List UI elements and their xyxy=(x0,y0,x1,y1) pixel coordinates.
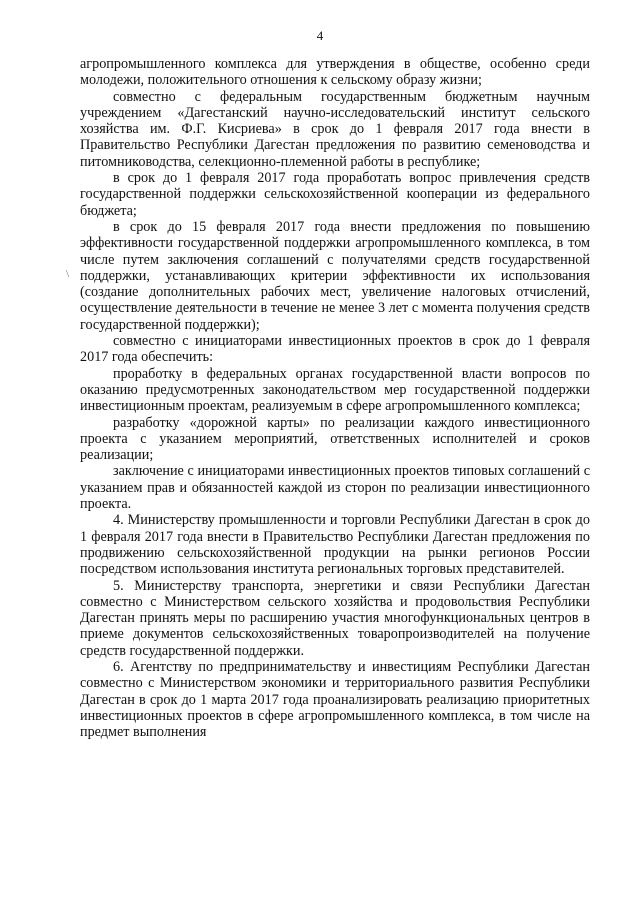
page-number: 4 xyxy=(316,28,324,43)
paragraph-9: 4. Министерству промышленности и торговли Республики Дагестан в срок до 1 февраля 2017 года внести в Правительство Республики Дагестан предложения по продвижению сельскохозяйственной продукции на рынки регионов России посредством использования института региональных торговых представителей. xyxy=(80,512,590,578)
paragraph-5: совместно с инициаторами инвестиционных проектов в срок до 1 февраля 2017 года обеспечить: xyxy=(80,333,590,366)
paragraph-7: разработку «дорожной карты» по реализации каждого инвестиционного проекта с указанием мероприятий, ответственных исполнителей и сроков реализации; xyxy=(80,414,590,464)
document-body xyxy=(80,56,590,740)
scan-mark: \ xyxy=(66,268,70,280)
paragraph-3: в срок до 1 февраля 2017 года проработать вопрос привлечения средств государственной поддержки сельскохозяйственной кооперации из федерального бюджета; xyxy=(80,170,590,219)
paragraph-11: 6. Агентству по предпринимательству и инвестициям Республики Дагестан совместно с Министерством экономики и территориального развития Республики Дагестан в срок до 1 марта 2017 года проанализировать реализацию приоритетных инвестиционных проектов в сфере агропромышленного комплекса, в том числе на предмет выполнения xyxy=(80,658,590,741)
paragraph-10: 5. Министерству транспорта, энергетики и связи Республики Дагестан совместно с Министерством сельского хозяйства и продовольствия Республики Дагестан принять меры по расширению участия многофункциональных центров в приеме документов сельскохозяйственных товаропроизводителей на получение средств государственной поддержки. xyxy=(80,577,590,659)
paragraph-4: в срок до 15 февраля 2017 года внести предложения по повышению эффективности государственной поддержки агропромышленного комплекса, в том числе путем заключения соглашений с получателями средств государственной поддержки, устанавливающих критерии эффективности их использования (создание дополнительных рабочих мест, увеличение налоговых отчислений, осуществление деятельности в течение не менее 3 лет с момента получения средств государственной поддержки); xyxy=(80,218,590,333)
paragraph-1: агропромышленного комплекса для утверждения в обществе, особенно среди молодежи, положительного отношения к сельскому образу жизни; xyxy=(80,56,590,89)
paragraph-8: заключение с инициаторами инвестиционных проектов типовых соглашений с указанием прав и обязанностей каждой из сторон по реализации инвестиционного проекта. xyxy=(80,463,590,513)
paragraph-6: проработку в федеральных органах государственной власти вопросов по оказанию предусмотренных законодательством мер государственной поддержки инвестиционным проектам, реализуемым в сфере агропромышленного комплекса; xyxy=(80,365,590,415)
paragraph-2: совместно с федеральным государственным бюджетным научным учреждением «Дагестанский научно-исследовательский институт сельского хозяйства им. Ф.Г. Кисриева» в срок до 1 февраля 2017 года внести в Правительство Республики Дагестан предложения по развитию семеноводства и питомниководства, селекционно-племенной работы в республике; xyxy=(80,88,590,170)
